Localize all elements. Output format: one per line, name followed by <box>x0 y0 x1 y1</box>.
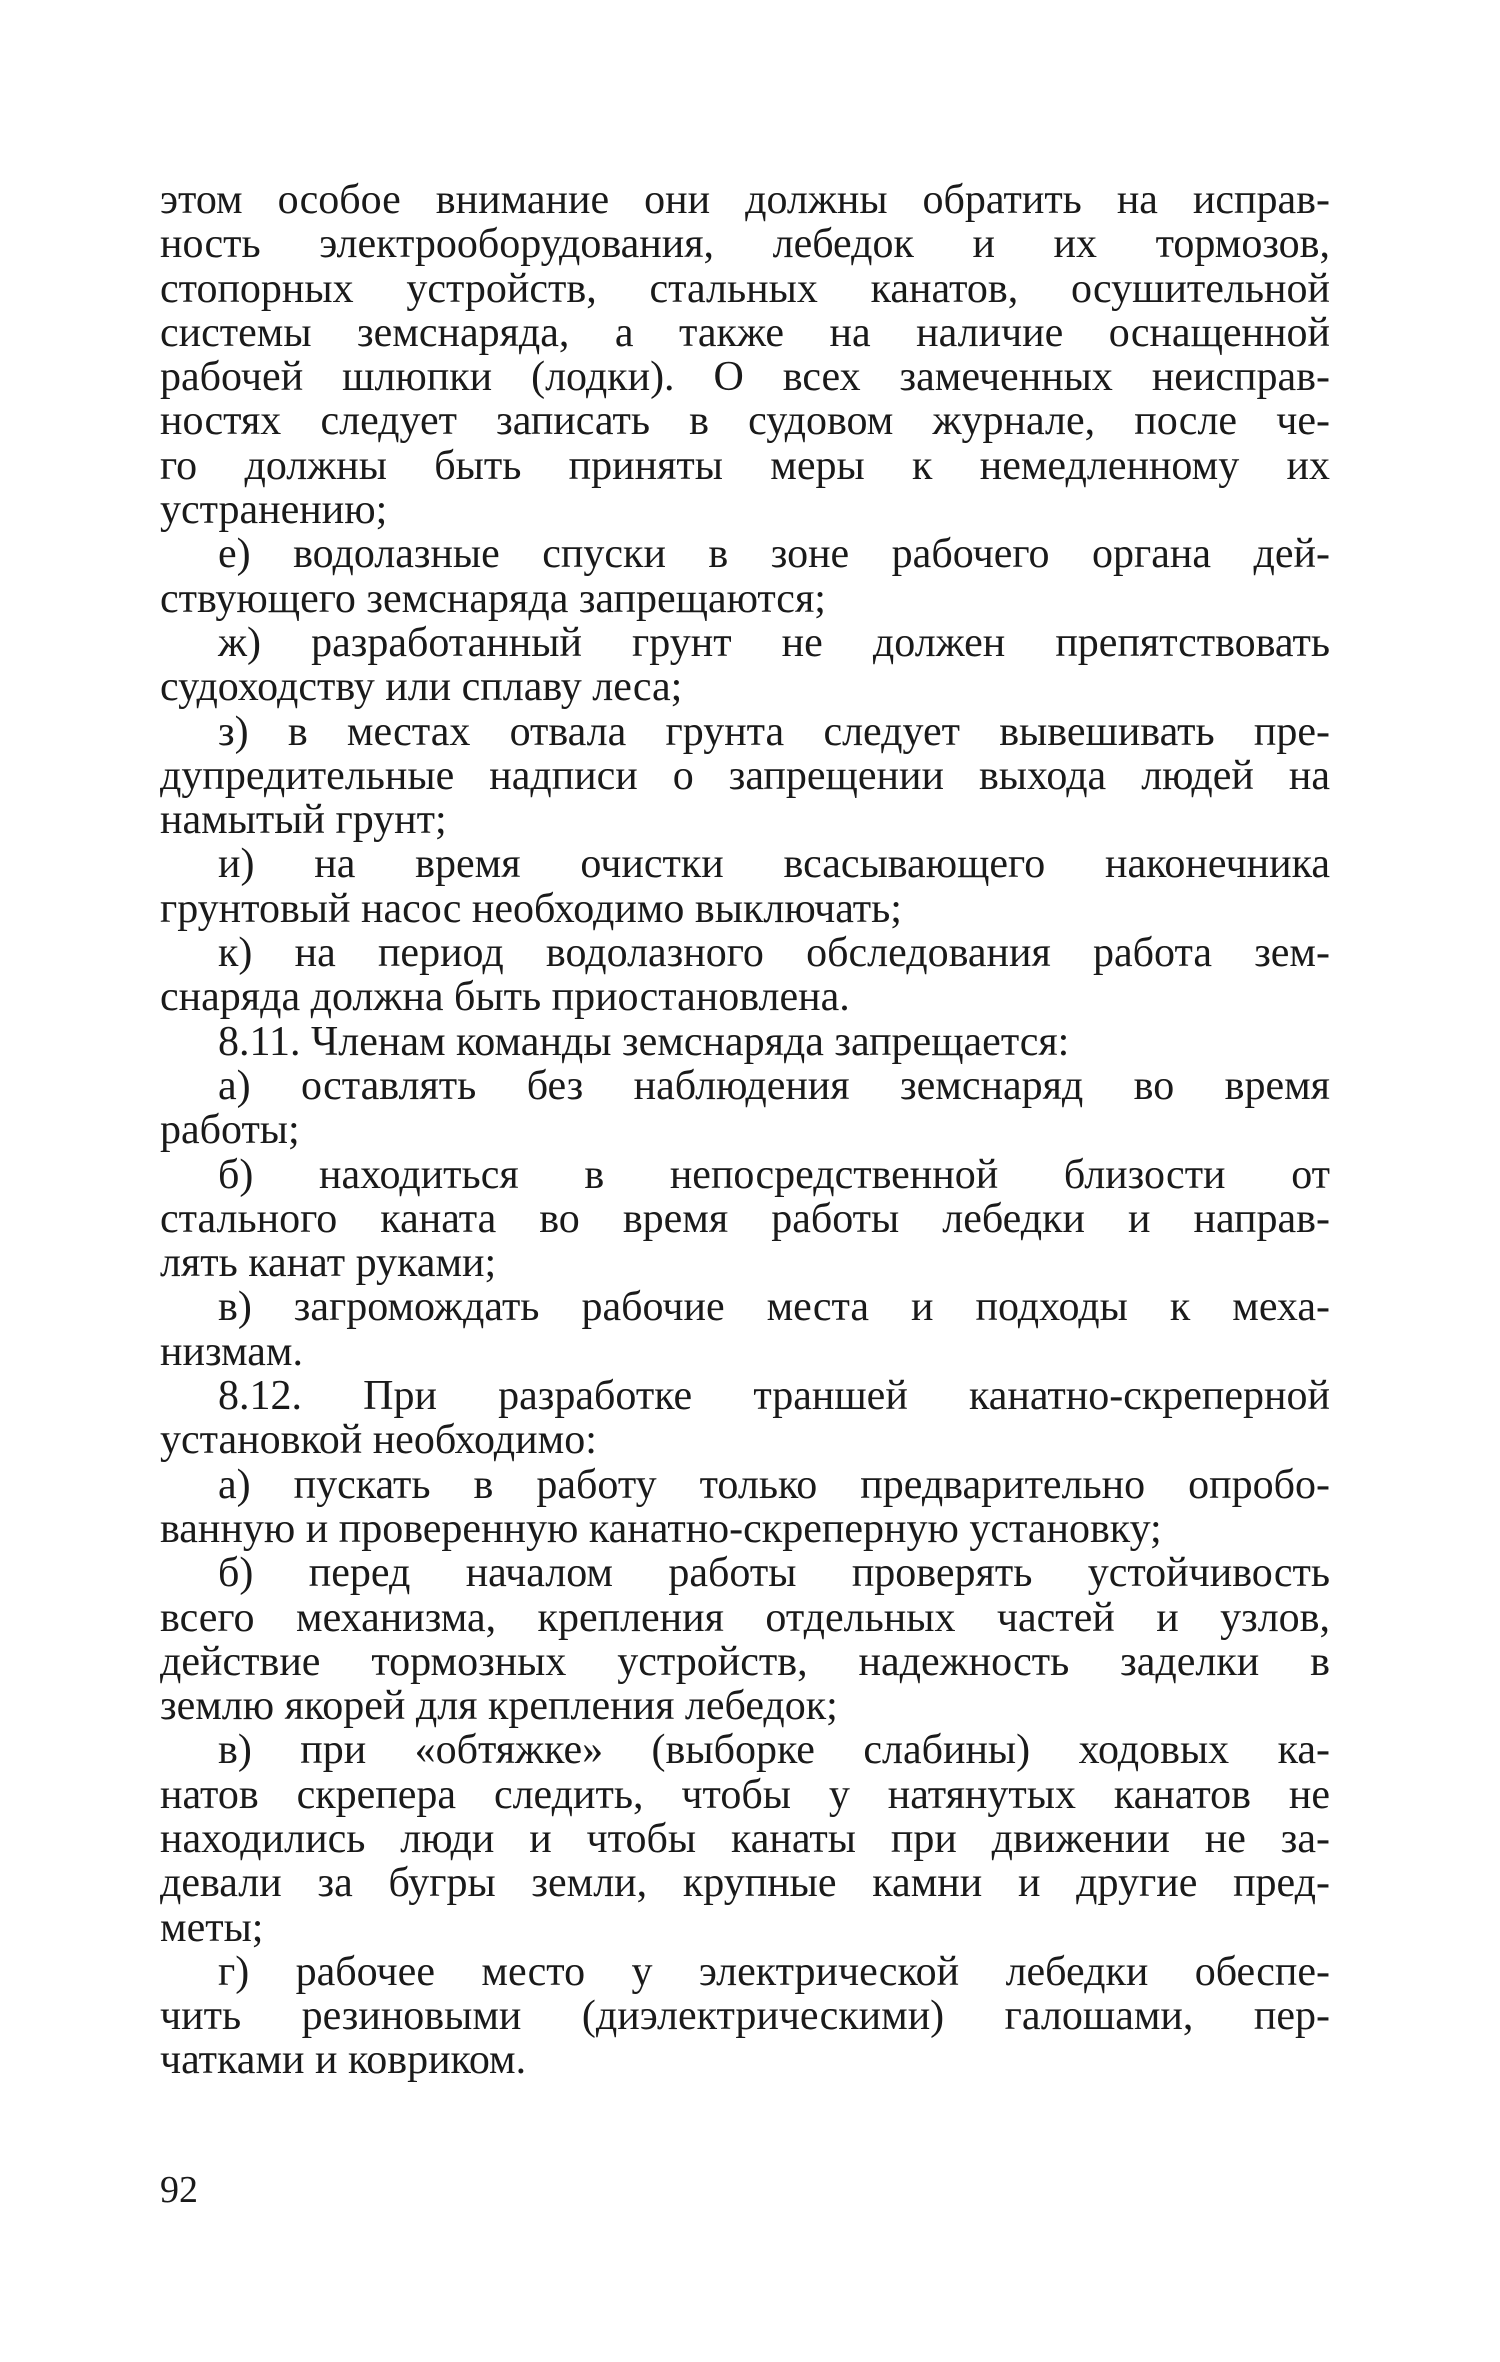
text-line: стального каната во время работы лебедки и направ- <box>160 1196 1330 1242</box>
text-line: лять канат руками; <box>160 1241 497 1286</box>
text-line: 8.12. При разработке траншей канатно-скреперной <box>218 1374 1330 1419</box>
text-line: всего механизма, крепления отдельных частей и узлов, <box>160 1595 1330 1640</box>
text-line: чить резиновыми (диэлектрическими) галошами, пер- <box>160 1994 1330 2039</box>
text-line: работы; <box>160 1108 300 1153</box>
text-line: судоходству или сплаву леса; <box>160 665 683 710</box>
text-line: го должны быть приняты меры к немедленному их <box>160 443 1330 489</box>
text-line: в) загромождать рабочие места и подходы к меха- <box>218 1285 1330 1330</box>
text-line: е) водолазные спуски в зоне рабочего органа дей- <box>218 532 1330 577</box>
text-line: девали за бугры земли, крупные камни и другие пред- <box>160 1861 1330 1906</box>
text-line: дупредительные надписи о запрещении выхода людей на <box>160 753 1330 799</box>
text-line: а) оставлять без наблюдения земснаряд во время <box>218 1063 1330 1109</box>
text-line: грунтовый насос необходимо выключать; <box>160 886 902 932</box>
text-line: стопорных устройств, стальных канатов, осушительной <box>160 266 1330 311</box>
text-line: рабочей шлюпки (лодки). О всех замеченных неисправ- <box>160 355 1330 400</box>
text-line: 8.11. Членам команды земснаряда запрещается: <box>218 1019 1070 1064</box>
text-line: системы земснаряда, а также на наличие оснащенной <box>160 310 1330 356</box>
text-line: низмам. <box>160 1329 303 1375</box>
text-line: снаряда должна быть приостановлена. <box>160 975 850 1020</box>
text-line: землю якорей для крепления лебедок; <box>160 1684 838 1729</box>
text-line: меты; <box>160 1905 264 1950</box>
text-line: устранению; <box>160 488 388 533</box>
text-line: б) перед началом работы проверять устойчивость <box>218 1551 1330 1596</box>
text-line: г) рабочее место у электрической лебедки обеспе- <box>218 1949 1330 1995</box>
text-line: к) на период водолазного обследования работа зем- <box>218 931 1330 976</box>
text-line: установкой необходимо: <box>160 1418 597 1463</box>
text-line: натов скрепера следить, чтобы у натянутых канатов не <box>160 1772 1330 1817</box>
text-line: ностях следует записать в судовом журнале, после че- <box>160 399 1330 444</box>
text-line: действие тормозных устройств, надежность заделки в <box>160 1639 1330 1685</box>
text-line: находились люди и чтобы канаты при движении не за- <box>160 1816 1330 1862</box>
text-line: ванную и проверенную канатно-скреперную установку; <box>160 1506 1162 1552</box>
text-line: и) на время очистки всасывающего наконечника <box>218 842 1330 887</box>
text-line: а) пускать в работу только предварительно опробо- <box>218 1462 1330 1507</box>
text-line: этом особое внимание они должны обратить на исправ- <box>160 178 1330 223</box>
text-line: з) в местах отвала грунта следует вывешивать пре- <box>218 709 1330 754</box>
text-line: ствующего земснаряда запрещаются; <box>160 576 826 621</box>
text-line: намытый грунт; <box>160 798 447 843</box>
text-line: ность электрооборудования, лебедок и их тормозов, <box>160 222 1330 267</box>
body-text <box>160 178 1330 2083</box>
page-number: 92 <box>160 2169 198 2211</box>
text-line: чатками и ковриком. <box>160 2038 527 2083</box>
text-line: ж) разработанный грунт не должен препятствовать <box>218 620 1330 666</box>
text-line: б) находиться в непосредственной близости от <box>218 1152 1330 1197</box>
text-line: в) при «обтяжке» (выборке слабины) ходовых ка- <box>218 1728 1330 1773</box>
